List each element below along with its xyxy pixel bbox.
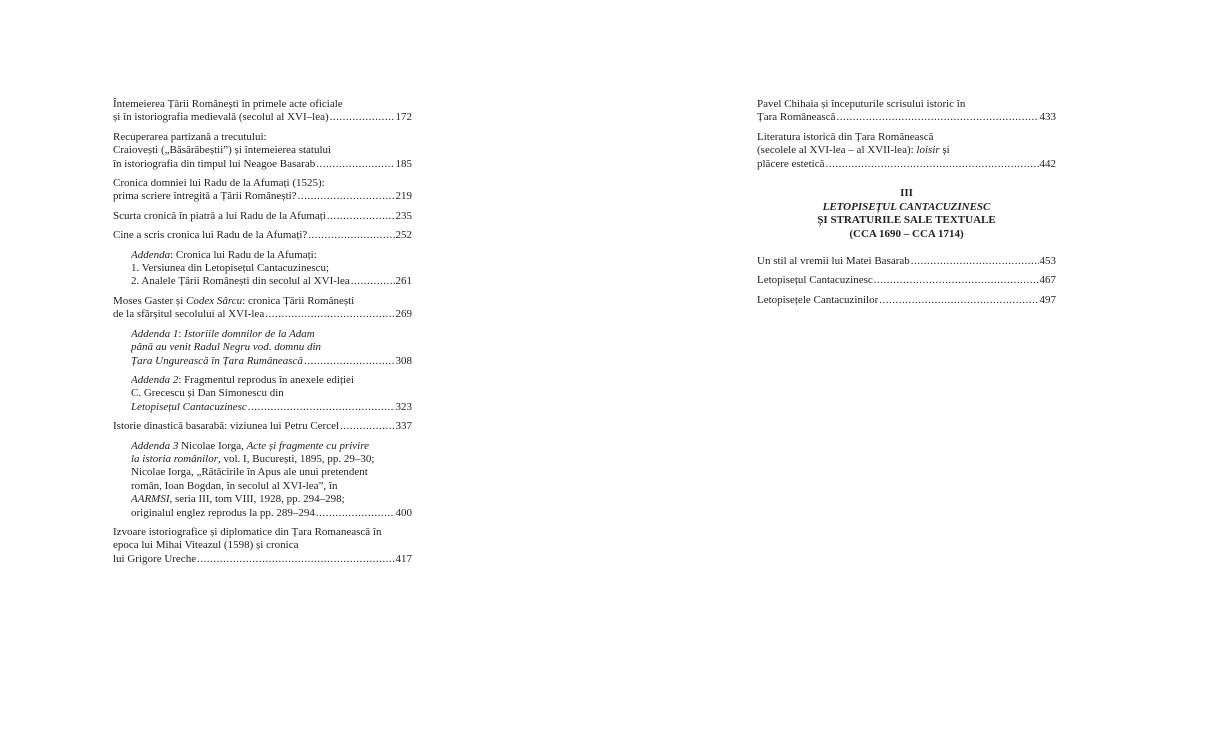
dot-leader [298, 190, 395, 203]
toc-entry-final-line [113, 111, 412, 124]
toc-entry [113, 131, 412, 171]
toc-entry-title: plăcere estetică [757, 157, 825, 170]
toc-entry-line: Recuperarea partizană a trecutului: [113, 130, 267, 143]
section-dates: (CCA 1690 – CCA 1714) [849, 227, 964, 240]
toc-entry-final-line [757, 255, 1056, 268]
dot-leader [825, 158, 1038, 171]
section-subtitle: ȘI STRATURILE SALE TEXTUALE [817, 214, 996, 227]
toc-page-number: 172 [395, 111, 412, 124]
toc-entry [113, 328, 412, 368]
toc-left-column [113, 98, 412, 572]
toc-page-number: 235 [395, 209, 412, 222]
toc-entry-final-line [131, 355, 412, 368]
toc-page-number: 252 [395, 229, 412, 242]
toc-right-column [757, 98, 1056, 313]
toc-page-number: 417 [395, 552, 412, 565]
toc-entry-final-line [131, 507, 412, 520]
toc-entry [757, 131, 1056, 171]
toc-entry [113, 526, 412, 566]
toc-entry [113, 177, 412, 204]
toc-entry-final-line [131, 401, 412, 414]
toc-page-number: 219 [395, 190, 412, 203]
toc-entry-title: prima scriere întregită a Țării Românești? [113, 190, 297, 203]
toc-page-number: 442 [1039, 157, 1056, 170]
toc-page-number: 308 [395, 354, 412, 367]
toc-entry-line: Nicolae Iorga, „Rătăcirile în Apus ale unui pretendent [131, 466, 368, 479]
toc-entry-final-line [113, 420, 412, 433]
dot-leader [911, 255, 1039, 268]
dot-leader [351, 275, 395, 288]
toc-entry-title: în istoriografia din timpul lui Neagoe Basarab [113, 157, 316, 170]
toc-entry [757, 274, 1056, 287]
toc-entry [757, 98, 1056, 125]
dot-leader [327, 210, 395, 223]
toc-entry-title: Letopisețele Cantacuzinilor [757, 293, 879, 306]
dot-leader [879, 294, 1038, 307]
toc-entry-final-line [757, 294, 1056, 307]
toc-entry [113, 98, 412, 125]
toc-page-number: 337 [395, 420, 412, 433]
dot-leader [836, 111, 1038, 124]
toc-entry-line: Craiovești („Băsărăbeștii”) și întemeierea statului [113, 144, 332, 157]
dot-leader [304, 355, 395, 368]
toc-entry-final-line [113, 190, 412, 203]
toc-page-number: 269 [395, 308, 412, 321]
toc-entry-final-line [757, 274, 1056, 287]
toc-page-number: 467 [1039, 274, 1056, 287]
toc-entry-line: AARMSI, seria III, tom VIII, 1928, pp. 294–298; [131, 493, 345, 506]
toc-entry-title: 2. Analele Țării Românești din secolul al XVI-lea [131, 275, 350, 288]
toc-entry [757, 294, 1056, 307]
dot-leader [330, 111, 395, 124]
toc-entry-line: Pavel Chihaia și începuturile scrisului istoric în [757, 98, 966, 110]
toc-entry-line: până au venit Radul Negru vod. domnu din [131, 341, 322, 354]
section-heading [757, 187, 1056, 241]
toc-entry [113, 374, 412, 414]
toc-right-bottom-entries [757, 255, 1056, 307]
toc-entry-line: C. Grecescu și Dan Simonescu din [131, 387, 284, 400]
toc-entry-title: Letopisețul Cantacuzinesc [131, 400, 247, 413]
toc-entry-final-line [113, 553, 412, 566]
toc-entry-final-line [757, 158, 1056, 171]
toc-entry [113, 210, 412, 223]
toc-entry [757, 255, 1056, 268]
toc-entry-title: lui Grigore Ureche [113, 552, 197, 565]
toc-entry-title: Istorie dinastică basarabă: viziunea lui Petru Cercel [113, 420, 340, 433]
toc-entry-final-line [113, 158, 412, 171]
toc-entry-line: (secolele al XVI-lea – al XVII-lea): loisir și [757, 144, 950, 157]
toc-entry-title: Cine a scris cronica lui Radu de la Afumați? [113, 229, 308, 242]
dot-leader [248, 401, 395, 414]
toc-entry-final-line [113, 308, 412, 321]
toc-entry-line: Addenda 3 Nicolae Iorga, Acte și fragmente cu privire [131, 439, 369, 452]
dot-leader [265, 308, 394, 321]
toc-entry-line: 1. Versiunea din Letopisețul Cantacuzinescu; [131, 262, 330, 275]
toc-entry-line: Addenda: Cronica lui Radu de la Afumați: [131, 248, 317, 261]
toc-entry-line: Întemeierea Țării Românești în primele acte oficiale [113, 98, 343, 110]
toc-entry-title: originalul englez reprodus la pp. 289–294 [131, 506, 315, 519]
toc-entry-line: Literatura istorică din Țara Românească [757, 130, 934, 143]
dot-leader [874, 274, 1039, 287]
dot-leader [316, 158, 394, 171]
toc-page-number: 433 [1039, 111, 1056, 124]
dot-leader [308, 229, 394, 242]
section-number: III [900, 187, 913, 200]
toc-entry-title: Letopisețul Cantacuzinesc [757, 274, 873, 287]
section-title: LETOPISEȚUL CANTACUZINESC [822, 200, 991, 213]
toc-entry-title: Țara Ungurească în Țara Rumânească [131, 354, 303, 367]
toc-entry-final-line [131, 275, 412, 288]
toc-entry-title: Un stil al vremii lui Matei Basarab [757, 255, 910, 268]
toc-entry-title: de la sfârșitul secolului al XVI-lea [113, 308, 265, 321]
toc-page-number: 453 [1039, 255, 1056, 268]
toc-entry [113, 420, 412, 433]
toc-right-top-entries [757, 98, 1056, 171]
toc-entry [113, 440, 412, 520]
toc-entry-line: Addenda 2: Fragmentul reprodus în anexele ediției [131, 373, 354, 386]
toc-entry-title: și în istoriografia medievală (secolul al XVI–lea) [113, 111, 329, 124]
toc-entry-final-line [757, 111, 1056, 124]
dot-leader [197, 553, 394, 566]
dot-leader [316, 507, 395, 520]
toc-page-number: 261 [395, 275, 412, 288]
toc-entry [113, 295, 412, 322]
toc-page-number: 497 [1039, 293, 1056, 306]
toc-entry [113, 229, 412, 242]
toc-entry-final-line [113, 229, 412, 242]
toc-entry-title: Țara Românească [757, 111, 836, 124]
toc-entry-line: Izvoare istoriografice și diplomatice din Țara Romanească în [113, 525, 382, 538]
toc-entry-line: Moses Gaster și Codex Sârcu: cronica Țării Românești [113, 294, 355, 307]
toc-entry-final-line [113, 210, 412, 223]
toc-page-number: 400 [395, 506, 412, 519]
toc-entry [113, 249, 412, 289]
toc-entry-line: român, Ioan Bogdan, în secolul al XVI-lea”, în [131, 479, 338, 492]
toc-entry-line: Cronica domniei lui Radu de la Afumați (1525): [113, 177, 325, 190]
toc-entry-title: Scurta cronică în piatră a lui Radu de la Afumați [113, 209, 326, 222]
toc-entry-line: epoca lui Mihai Viteazul (1598) și cronica [113, 539, 299, 552]
toc-entry-line: Addenda 1: Istoriile domnilor de la Adam [131, 327, 315, 340]
dot-leader [340, 420, 394, 433]
toc-page-number: 185 [395, 157, 412, 170]
toc-page-number: 323 [395, 400, 412, 413]
toc-entry-line: la istoria românilor, vol. I, București, 1895, pp. 29–30; [131, 452, 375, 465]
